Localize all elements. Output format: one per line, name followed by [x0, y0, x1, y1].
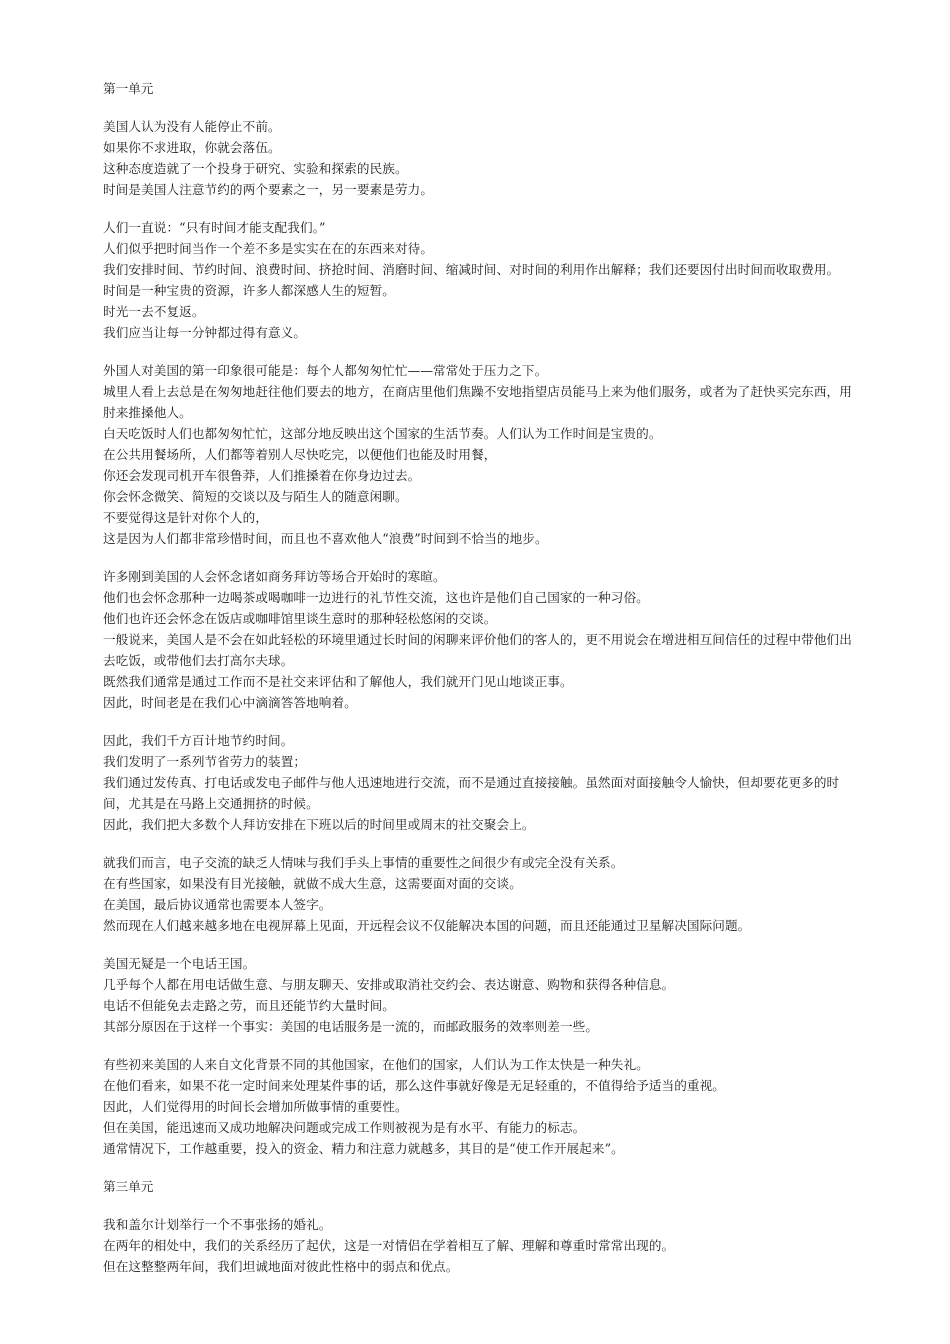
text-line: 你还会发现司机开车很鲁莽，人们推搡着在你身边过去。 [103, 468, 421, 483]
text-line: 因此，时间老是在我们心中滴滴答答地响着。 [103, 695, 357, 710]
paragraph [103, 953, 863, 1037]
text-line: 我们通过发传真、打电话或发电子邮件与他人迅速地进行交流，而不是通过直接接触。虽然面对面接触令人愉快，但却要花更多的时间，尤其是在马路上交通拥挤的时候。 [103, 775, 840, 811]
text-line: 人们似乎把时间当作一个差不多是实实在在的东西来对待。 [103, 241, 434, 256]
document-body [103, 78, 863, 1294]
text-line: 时光一去不复返。 [103, 304, 205, 319]
text-line: 就我们而言，电子交流的缺乏人情味与我们手头上事情的重要性之间很少有或完全没有关系。 [103, 855, 624, 870]
text-line: 人们一直说：“只有时间才能支配我们。” [103, 220, 326, 235]
text-line: 时间是美国人注意节约的两个要素之一，另一要素是劳力。 [103, 182, 434, 197]
document-section [103, 78, 863, 1159]
text-line: 美国人认为没有人能停止不前。 [103, 119, 281, 134]
text-line: 我们应当让每一分钟都过得有意义。 [103, 325, 307, 340]
text-line: 他们也会怀念那种一边喝茶或喝咖啡一边进行的礼节性交流，这也许是他们自己国家的一种习俗。 [103, 590, 649, 605]
section-heading: 第一单元 [103, 81, 154, 96]
paragraph [103, 217, 863, 343]
text-line: 我和盖尔计划举行一个不事张扬的婚礼。 [103, 1217, 332, 1232]
text-line: 但在这整整两年间，我们坦诚地面对彼此性格中的弱点和优点。 [103, 1259, 459, 1274]
text-line: 因此，我们千方百计地节约时间。 [103, 733, 294, 748]
text-line: 城里人看上去总是在匆匆地赶往他们要去的地方，在商店里他们焦躁不安地指望店员能马上来为他们服务，或者为了赶快买完东西，用肘来推搡他人。 [103, 384, 852, 420]
text-line: 因此，人们觉得用的时间长会增加所做事情的重要性。 [103, 1099, 408, 1114]
text-line: 我们安排时间、节约时间、浪费时间、挤抢时间、消磨时间、缩减时间、对时间的利用作出解释；我们还要因付出时间而收取费用。 [103, 262, 840, 277]
text-line: 如果你不求进取，你就会落伍。 [103, 140, 281, 155]
text-line: 我们发明了一系列节省劳力的装置； [103, 754, 307, 769]
paragraph [103, 116, 863, 200]
text-line: 因此，我们把大多数个人拜访安排在下班以后的时间里或周末的社交聚会上。 [103, 817, 535, 832]
text-line: 然而现在人们越来越多地在电视屏幕上见面，开远程会议不仅能解决本国的问题，而且还能通过卫星解决国际问题。 [103, 918, 751, 933]
text-line: 白天吃饭时人们也都匆匆忙忙，这部分地反映出这个国家的生活节奏。人们认为工作时间是宝贵的。 [103, 426, 662, 441]
text-line: 这是因为人们都非常珍惜时间，而且也不喜欢他人“浪费”时间到不恰当的地步。 [103, 531, 548, 546]
text-line: 通常情况下，工作越重要，投入的资金、精力和注意力就越多，其目的是“使工作开展起来”。 [103, 1141, 624, 1156]
text-line: 一般说来，美国人是不会在如此轻松的环境里通过长时间的闲聊来评价他们的客人的，更不用说会在增进相互间信任的过程中带他们出去吃饭，或带他们去打高尔夫球。 [103, 632, 852, 668]
text-line: 在有些国家，如果没有目光接触，就做不成大生意，这需要面对面的交谈。 [103, 876, 522, 891]
text-line: 在公共用餐场所，人们都等着别人尽快吃完，以便他们也能及时用餐， [103, 447, 497, 462]
paragraph [103, 360, 863, 549]
text-line: 美国无疑是一个电话王国。 [103, 956, 256, 971]
text-line: 这种态度造就了一个投身于研究、实验和探索的民族。 [103, 161, 408, 176]
text-line: 你会怀念微笑、简短的交谈以及与陌生人的随意闲聊。 [103, 489, 408, 504]
text-line: 几乎每个人都在用电话做生意、与朋友聊天、安排或取消社交约会、表达谢意、购物和获得各种信息。 [103, 977, 675, 992]
text-line: 许多刚到美国的人会怀念诸如商务拜访等场合开始时的寒暄。 [103, 569, 446, 584]
document-section [103, 1176, 863, 1277]
text-line: 电话不但能免去走路之劳，而且还能节约大量时间。 [103, 998, 395, 1013]
text-line: 在他们看来，如果不花一定时间来处理某件事的话，那么这件事就好像是无足轻重的，不值得给予适当的重视。 [103, 1078, 725, 1093]
text-line: 既然我们通常是通过工作而不是社交来评估和了解他人，我们就开门见山地谈正事。 [103, 674, 573, 689]
text-line: 外国人对美国的第一印象很可能是：每个人都匆匆忙忙——常常处于压力之下。 [103, 363, 548, 378]
paragraph [103, 1214, 863, 1277]
text-line: 其部分原因在于这样一个事实：美国的电话服务是一流的，而邮政服务的效率则差一些。 [103, 1019, 599, 1034]
text-line: 在美国，最后协议通常也需要本人签字。 [103, 897, 332, 912]
text-line: 他们也许还会怀念在饭店或咖啡馆里谈生意时的那种轻松悠闲的交谈。 [103, 611, 497, 626]
text-line: 在两年的相处中，我们的关系经历了起伏，这是一对情侣在学着相互了解、理解和尊重时常常出现的。 [103, 1238, 675, 1253]
paragraph [103, 730, 863, 835]
paragraph [103, 566, 863, 713]
text-line: 但在美国，能迅速而又成功地解决问题或完成工作则被视为是有水平、有能力的标志。 [103, 1120, 586, 1135]
paragraph [103, 852, 863, 936]
paragraph [103, 1054, 863, 1159]
text-line: 时间是一种宝贵的资源，许多人都深感人生的短暂。 [103, 283, 395, 298]
text-line: 不要觉得这是针对你个人的， [103, 510, 269, 525]
text-line: 有些初来美国的人来自文化背景不同的其他国家，在他们的国家，人们认为工作太快是一种失礼。 [103, 1057, 649, 1072]
section-heading: 第三单元 [103, 1179, 154, 1194]
